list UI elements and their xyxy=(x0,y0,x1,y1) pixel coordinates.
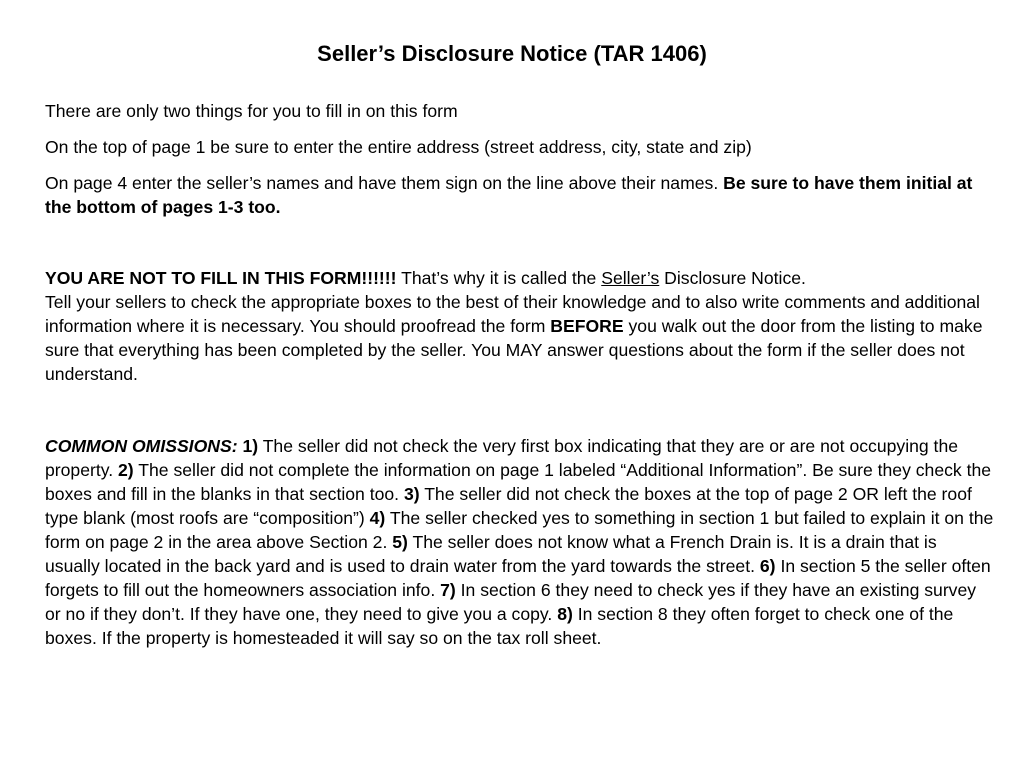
omission-6-num: 6) xyxy=(759,556,776,576)
omission-7-num: 7) xyxy=(440,580,456,600)
omission-4-num: 4) xyxy=(369,508,386,528)
warning-body-bold: BEFORE xyxy=(550,316,624,336)
warning-body-2: you walk out the door from the listing to make sure that everything has been completed by the seller. You MAY answer questions about the form if the seller does not understand. xyxy=(45,316,983,384)
intro-line-1: There are only two things for you to fill in on this form xyxy=(45,101,458,121)
warning-body-1: Tell your sellers to check the appropriate boxes to the best of their knowledge and to also write comments and additional information where it is necessary. You should proofread the form xyxy=(45,292,980,336)
omission-3-text: The seller did not check the boxes at the top of page 2 OR left the roof type blank (most roofs are “composition”) xyxy=(45,484,972,528)
intro-line-3 xyxy=(45,171,995,219)
omission-1-num: 1) xyxy=(242,436,259,456)
omission-2-text: The seller did not complete the information on page 1 labeled “Additional Information”. Be sure they check the boxes and fill in the blanks in that section too. xyxy=(45,460,992,504)
omissions-paragraph xyxy=(45,434,995,650)
omission-8-num: 8) xyxy=(557,604,573,624)
warning-after-underlined: Disclosure Notice. xyxy=(659,268,806,288)
omission-5-text: The seller does not know what a French Drain is. It is a drain that is usually located in the back yard and is used to drain water from the yard towards the street. xyxy=(45,532,937,576)
intro-line-3-bold: Be sure to have them initial at the bottom of pages 1-3 too. xyxy=(45,173,973,217)
warning-paragraph xyxy=(45,266,995,386)
omission-3-num: 3) xyxy=(403,484,420,504)
omission-6-text: In section 5 the seller often forgets to fill out the homeowners association info. xyxy=(45,556,991,600)
omission-5-num: 5) xyxy=(392,532,408,552)
omission-8-text: In section 8 they often forget to check one of the boxes. If the property is homesteaded it will say so on the tax roll sheet. xyxy=(45,604,954,648)
warning-heading: YOU ARE NOT TO FILL IN THIS FORM!!!!!! xyxy=(45,268,397,288)
intro-line-3-text: On page 4 enter the seller’s names and have them sign on the line above their names. xyxy=(45,173,724,193)
omissions-heading: COMMON OMISSIONS: xyxy=(45,436,238,456)
intro-line-2: On the top of page 1 be sure to enter the entire address (street address, city, state and zip) xyxy=(45,137,752,157)
warning-after-heading: That’s why it is called the xyxy=(396,268,602,288)
omission-1-text: The seller did not check the very first box indicating that they are or are not occupying the property. xyxy=(45,436,959,480)
omission-4-text: The seller checked yes to something in section 1 but failed to explain it on the form on page 2 in the area above Section 2. xyxy=(45,508,994,552)
page-title: Seller’s Disclosure Notice (TAR 1406) xyxy=(317,41,707,66)
omission-2-num: 2) xyxy=(118,460,134,480)
omission-7-text: In section 6 they need to check yes if they have an existing survey or no if they don’t. If they have one, they need to give you a copy. xyxy=(45,580,977,624)
warning-underlined: Seller’s xyxy=(601,268,660,288)
